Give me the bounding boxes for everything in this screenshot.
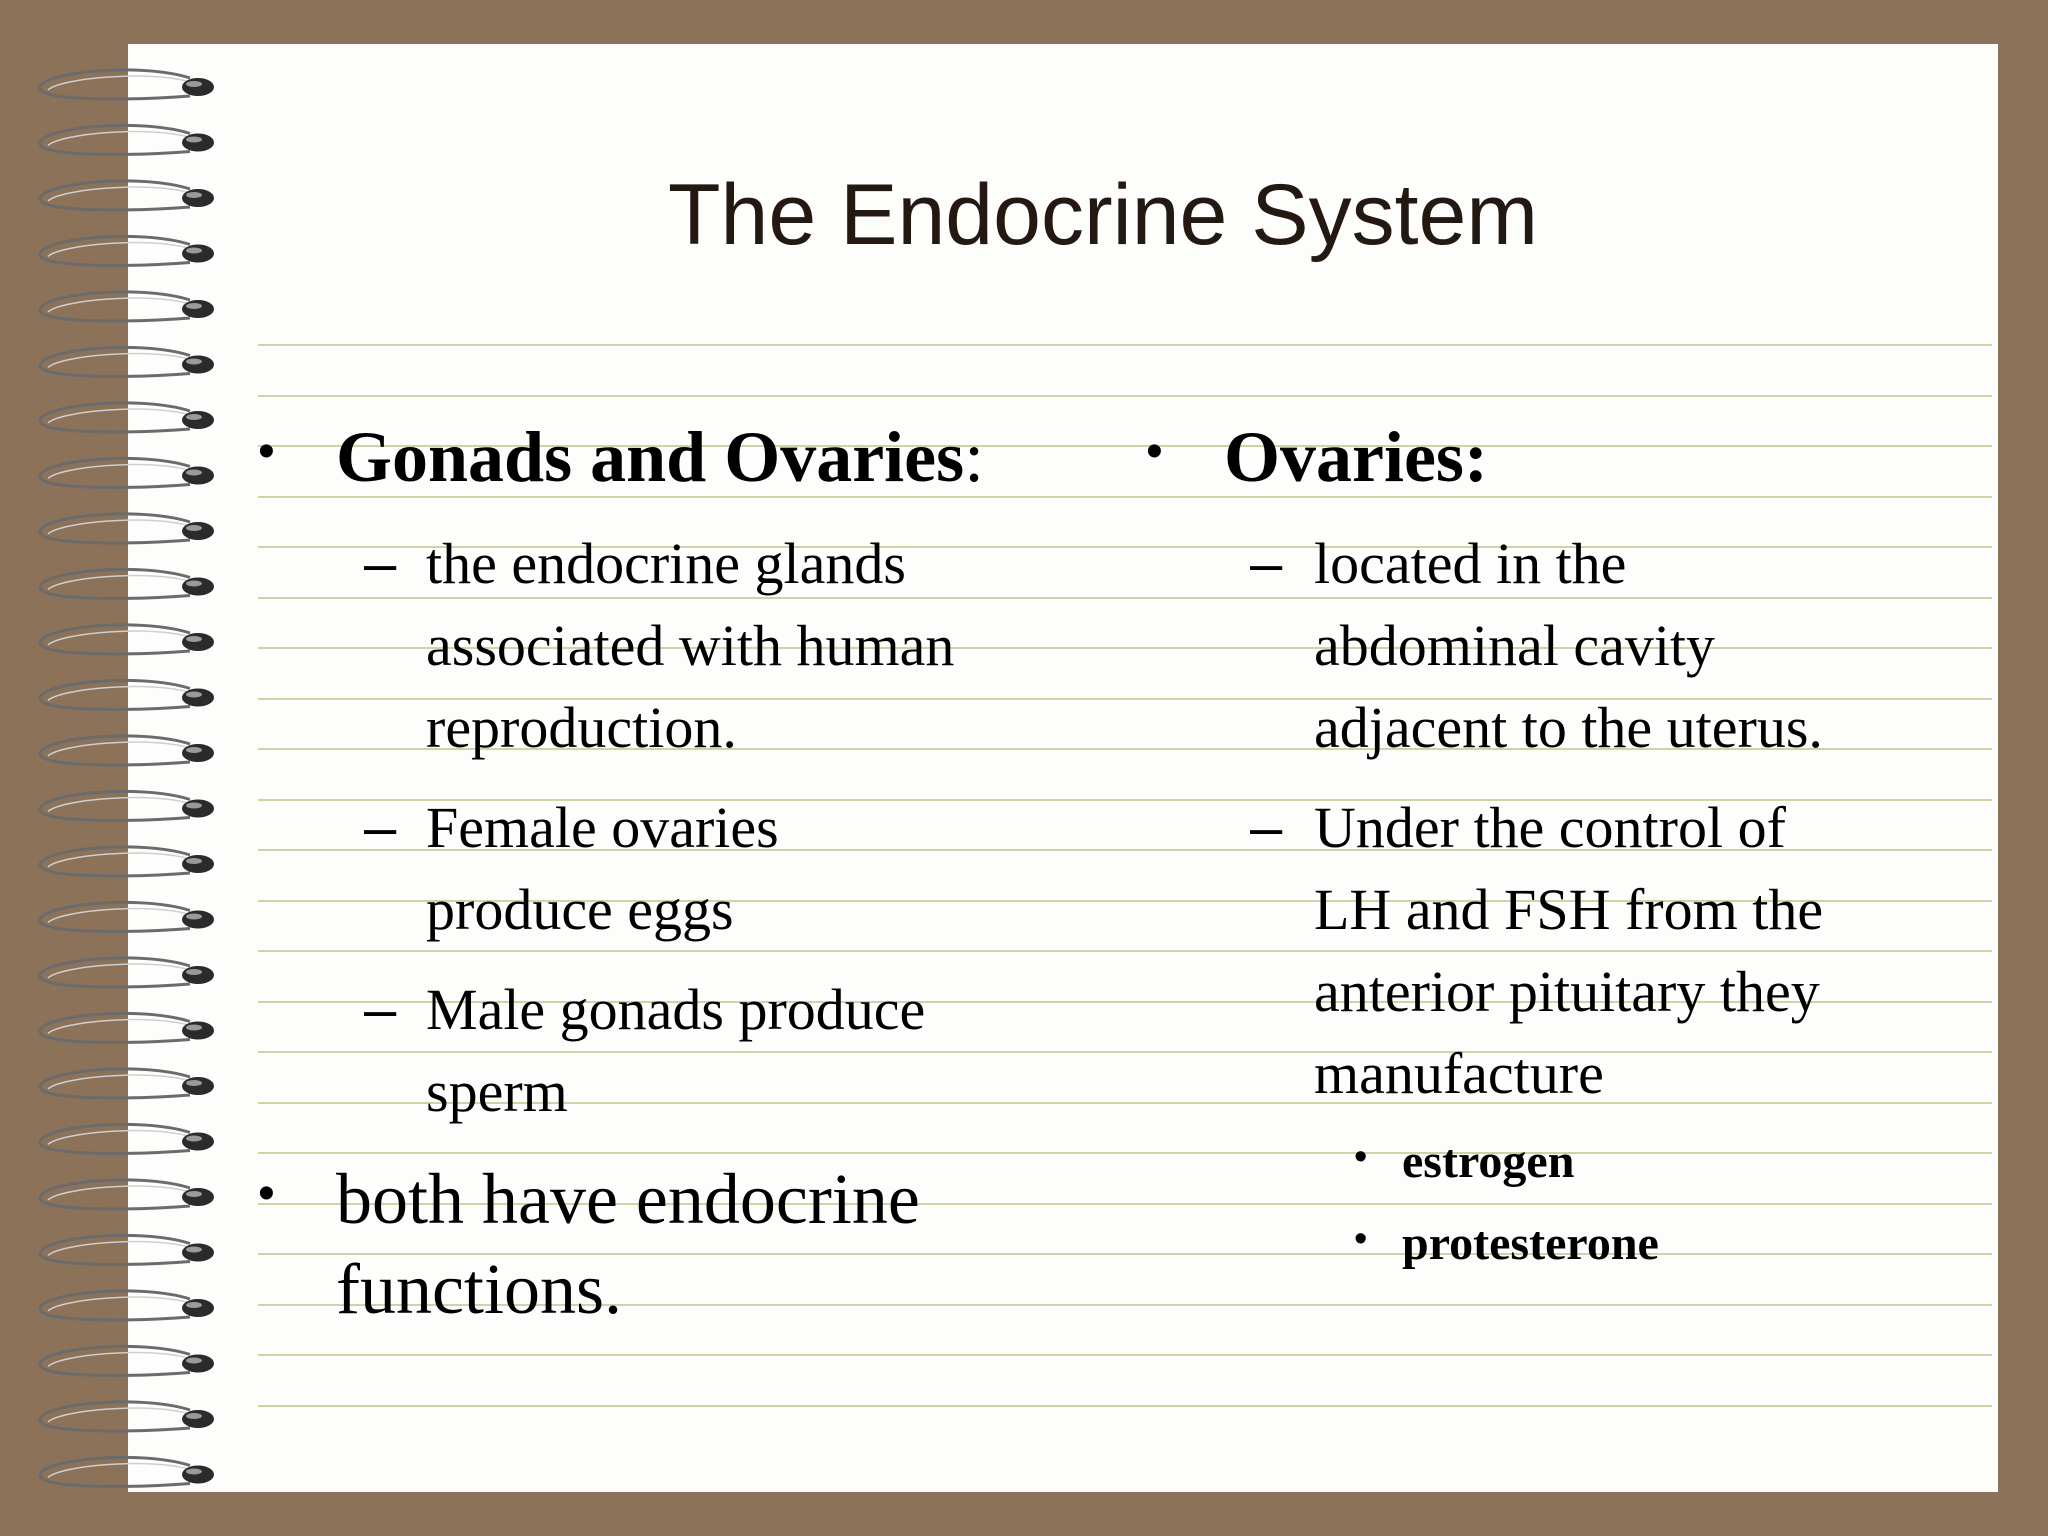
right-item-2-line-3: anterior pituitary they <box>1314 959 1820 1024</box>
dash-icon: – <box>1250 531 1283 596</box>
left-item-1-line-3: reproduction. <box>426 695 737 760</box>
right-subitem-estrogen: estrogen <box>1402 1135 1575 1188</box>
left-item-3-line-2: sperm <box>426 1059 568 1124</box>
bullet-icon: • <box>1354 1218 1368 1260</box>
dash-icon: – <box>1250 795 1283 860</box>
left-heading <box>336 416 984 499</box>
right-item-2-line-4: manufacture <box>1314 1041 1604 1106</box>
bullet-icon: • <box>1354 1136 1368 1178</box>
left-item-1-line-2: associated with human <box>426 613 955 678</box>
left-bottom-line-1: both have endocrine <box>336 1159 920 1239</box>
left-bottom-line-2: functions. <box>336 1249 622 1329</box>
bullet-icon: • <box>1146 425 1163 478</box>
right-heading: Ovaries: <box>1224 417 1488 497</box>
left-item-2-line-1: Female ovaries <box>426 795 779 860</box>
left-item-3-line-1: Male gonads produce <box>426 977 926 1042</box>
right-item-2-line-2: LH and FSH from the <box>1314 877 1824 942</box>
bullet-icon: • <box>258 1167 275 1220</box>
right-item-1-line-1: located in the <box>1314 531 1627 596</box>
left-item-2-line-2: produce eggs <box>426 877 734 942</box>
dash-icon: – <box>364 531 397 596</box>
left-heading-bold: Gonads and Ovaries <box>336 417 965 497</box>
right-item-2-line-1: Under the control of <box>1314 795 1786 860</box>
left-item-1-line-1: the endocrine glands <box>426 531 906 596</box>
right-item-1-line-3: adjacent to the uterus. <box>1314 695 1823 760</box>
bullet-icon: • <box>258 425 275 478</box>
right-item-1-line-2: abdominal cavity <box>1314 613 1716 678</box>
dash-icon: – <box>364 795 397 860</box>
dash-icon: – <box>364 977 397 1042</box>
right-subitem-protesterone: protesterone <box>1402 1217 1659 1270</box>
slide-title: The Endocrine System <box>668 167 1538 263</box>
left-heading-colon: : <box>964 417 985 497</box>
